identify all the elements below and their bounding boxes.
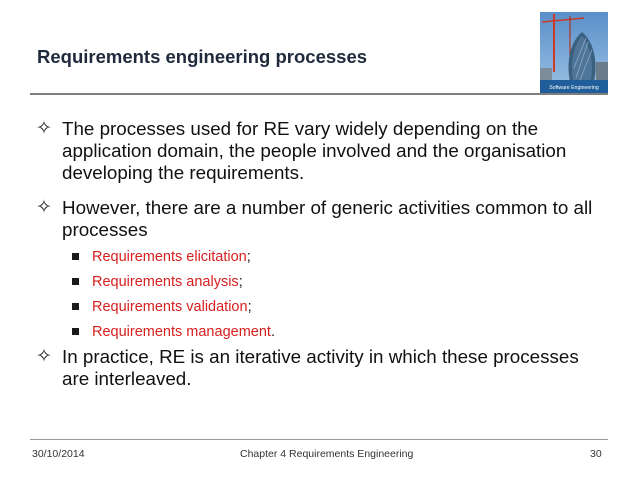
diamond-bullet-icon: ✧ [36, 118, 52, 139]
sub-item-1-suffix: ; [246, 249, 251, 265]
bullet-1-text: The processes used for RE vary widely depending on the application domain, the people involved and the organisation developing the requirements. [62, 118, 567, 183]
bullet-2 [36, 197, 596, 241]
diamond-bullet-icon: ✧ [36, 197, 52, 218]
sub-item-2-suffix: ; [238, 274, 243, 290]
square-bullet-icon [72, 328, 79, 335]
footer-divider [30, 439, 608, 440]
footer-chapter: Chapter 4 Requirements Engineering [240, 448, 414, 460]
bullet-3 [36, 346, 596, 390]
square-bullet-icon [72, 278, 79, 285]
diamond-bullet-icon: ✧ [36, 346, 52, 367]
square-bullet-icon [72, 253, 79, 260]
bullet-2-text: However, there are a number of generic activities common to all processes [62, 197, 593, 240]
square-bullet-icon [72, 303, 79, 310]
book-cover-title: Software Engineering [549, 85, 599, 91]
sub-item-4-text: Requirements management [92, 324, 271, 340]
sub-item-2-text: Requirements analysis [92, 274, 239, 290]
sub-item-3-suffix: ; [247, 299, 252, 315]
bullet-3-text: In practice, RE is an iterative activity in which these processes are interleaved. [62, 346, 579, 389]
footer-page-number: 30 [590, 448, 602, 460]
sub-item-4-suffix: . [270, 324, 275, 340]
bullet-1 [36, 118, 596, 184]
slide-title: Requirements engineering processes [37, 46, 368, 67]
footer-date: 30/10/2014 [32, 448, 85, 460]
sub-item-3-text: Requirements validation [92, 299, 248, 315]
sub-item-1-text: Requirements elicitation [92, 249, 247, 265]
